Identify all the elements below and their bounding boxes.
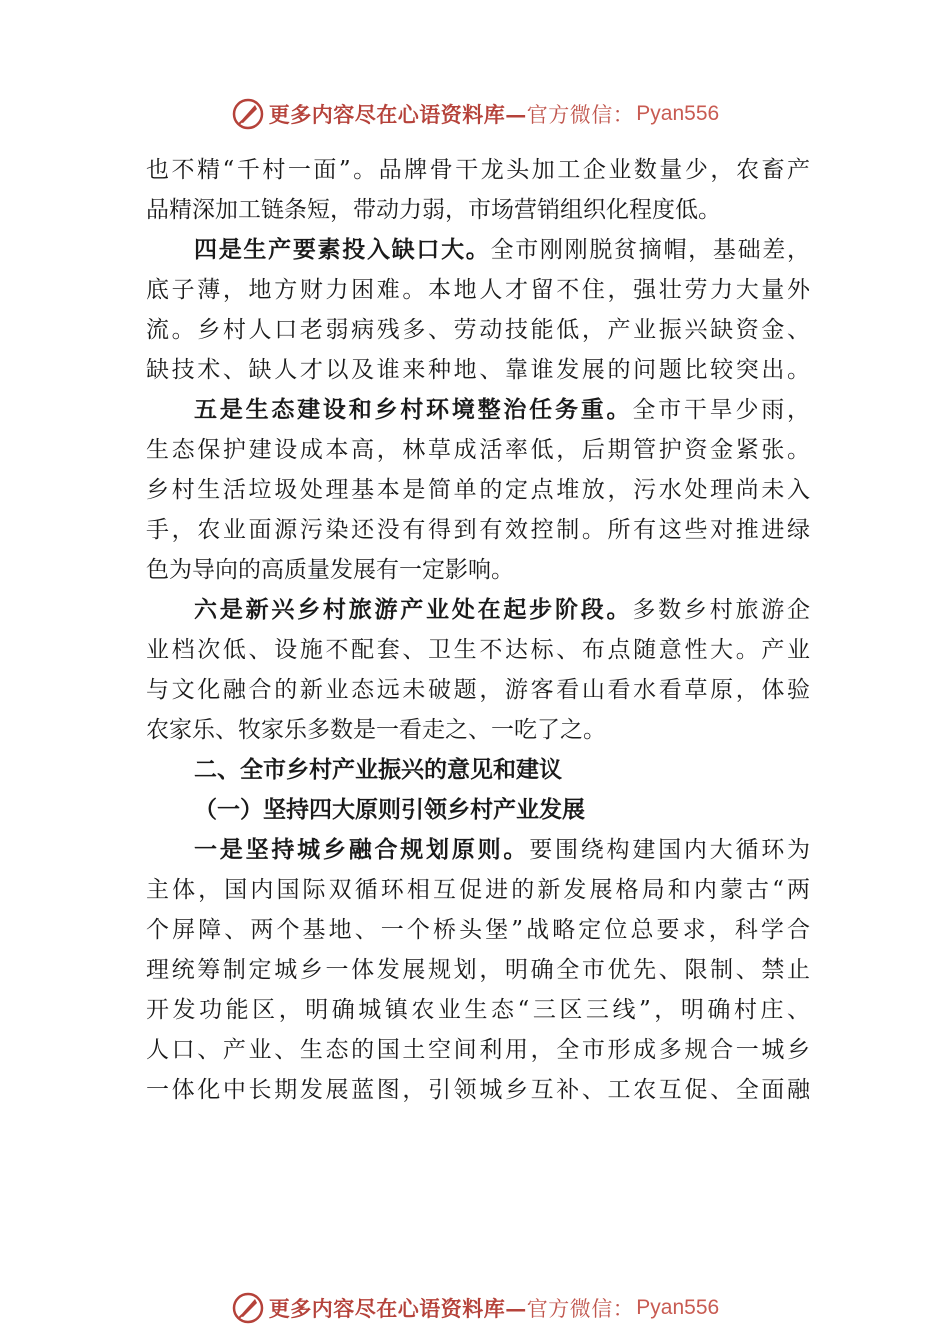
text-line: 理统筹制定城乡一体发展规划，明确全市优先、限制、禁止 — [146, 957, 810, 983]
footer-banner — [0, 1286, 950, 1330]
text-line: 一体化中长期发展蓝图，引领城乡互补、工农互促、全面融 — [146, 1077, 810, 1103]
bold-lead: 一是坚持城乡融合规划原则。 — [194, 836, 530, 863]
text-line: 缺技术、缺人才以及谁来种地、靠谁发展的问题比较突出。 — [146, 357, 810, 383]
feather-pen-logo-icon — [231, 1291, 265, 1325]
text-line: 底子薄，地方财力困难。本地人才留不住，强壮劳力大量外 — [146, 277, 810, 303]
text-line: 流。乡村人口老弱病残多、劳动技能低，产业振兴缺资金、 — [146, 317, 810, 343]
paragraph-start: 一是坚持城乡融合规划原则。要围绕构建国内大循环为 — [194, 836, 810, 863]
banner-text: 更多内容尽在心语资料库—官方微信： — [268, 102, 635, 127]
paragraph-start: 五是生态建设和乡村环境整治任务重。全市干旱少雨， — [194, 396, 810, 423]
document-body — [146, 150, 810, 1110]
text-line: 开发功能区，明确城镇农业生态“三区三线”，明确村庄、 — [146, 997, 810, 1023]
text-line: 与文化融合的新业态远未破题，游客看山看水看草原，体验 — [146, 677, 810, 703]
paragraph-start: 四是生产要素投入缺口大。全市刚刚脱贫摘帽，基础差， — [194, 236, 810, 263]
wechat-id: Pyan556 — [636, 1296, 720, 1319]
text-line: 色为导向的高质量发展有一定影响。 — [146, 557, 514, 583]
bold-lead: 五是生态建设和乡村环境整治任务重。 — [194, 396, 633, 423]
header-banner — [0, 92, 950, 136]
text-line: 主体，国内国际双循环相互促进的新发展格局和内蒙古“两 — [146, 877, 810, 903]
subsection-heading: （一）坚持四大原则引领乡村产业发展 — [194, 796, 585, 823]
banner-text: 更多内容尽在心语资料库—官方微信： — [268, 1296, 635, 1321]
paragraph-start: 六是新兴乡村旅游产业处在起步阶段。多数乡村旅游企 — [194, 596, 810, 623]
feather-pen-logo-icon — [231, 97, 265, 131]
section-heading: 二、全市乡村产业振兴的意见和建议 — [194, 757, 562, 783]
bold-lead: 六是新兴乡村旅游产业处在起步阶段。 — [194, 596, 633, 623]
bold-lead: 四是生产要素投入缺口大。 — [194, 236, 491, 263]
text-line: 乡村生活垃圾处理基本是简单的定点堆放，污水处理尚未入 — [146, 477, 810, 503]
text-line: 农家乐、牧家乐多数是一看走之、一吃了之。 — [146, 717, 606, 743]
text-line: 手，农业面源污染还没有得到有效控制。所有这些对推进绿 — [146, 517, 810, 543]
wechat-id: Pyan556 — [636, 102, 720, 125]
text-line: 业档次低、设施不配套、卫生不达标、布点随意性大。产业 — [146, 637, 810, 663]
text-line: 人口、产业、生态的国土空间利用，全市形成多规合一城乡 — [146, 1037, 810, 1063]
text-line: 也不精“千村一面”。品牌骨干龙头加工企业数量少，农畜产 — [146, 157, 810, 183]
text-line: 生态保护建设成本高，林草成活率低，后期管护资金紧张。 — [146, 437, 810, 463]
text-line: 品精深加工链条短，带动力弱，市场营销组织化程度低。 — [146, 197, 721, 223]
text-line: 个屏障、两个基地、一个桥头堡”战略定位总要求，科学合 — [146, 917, 810, 943]
